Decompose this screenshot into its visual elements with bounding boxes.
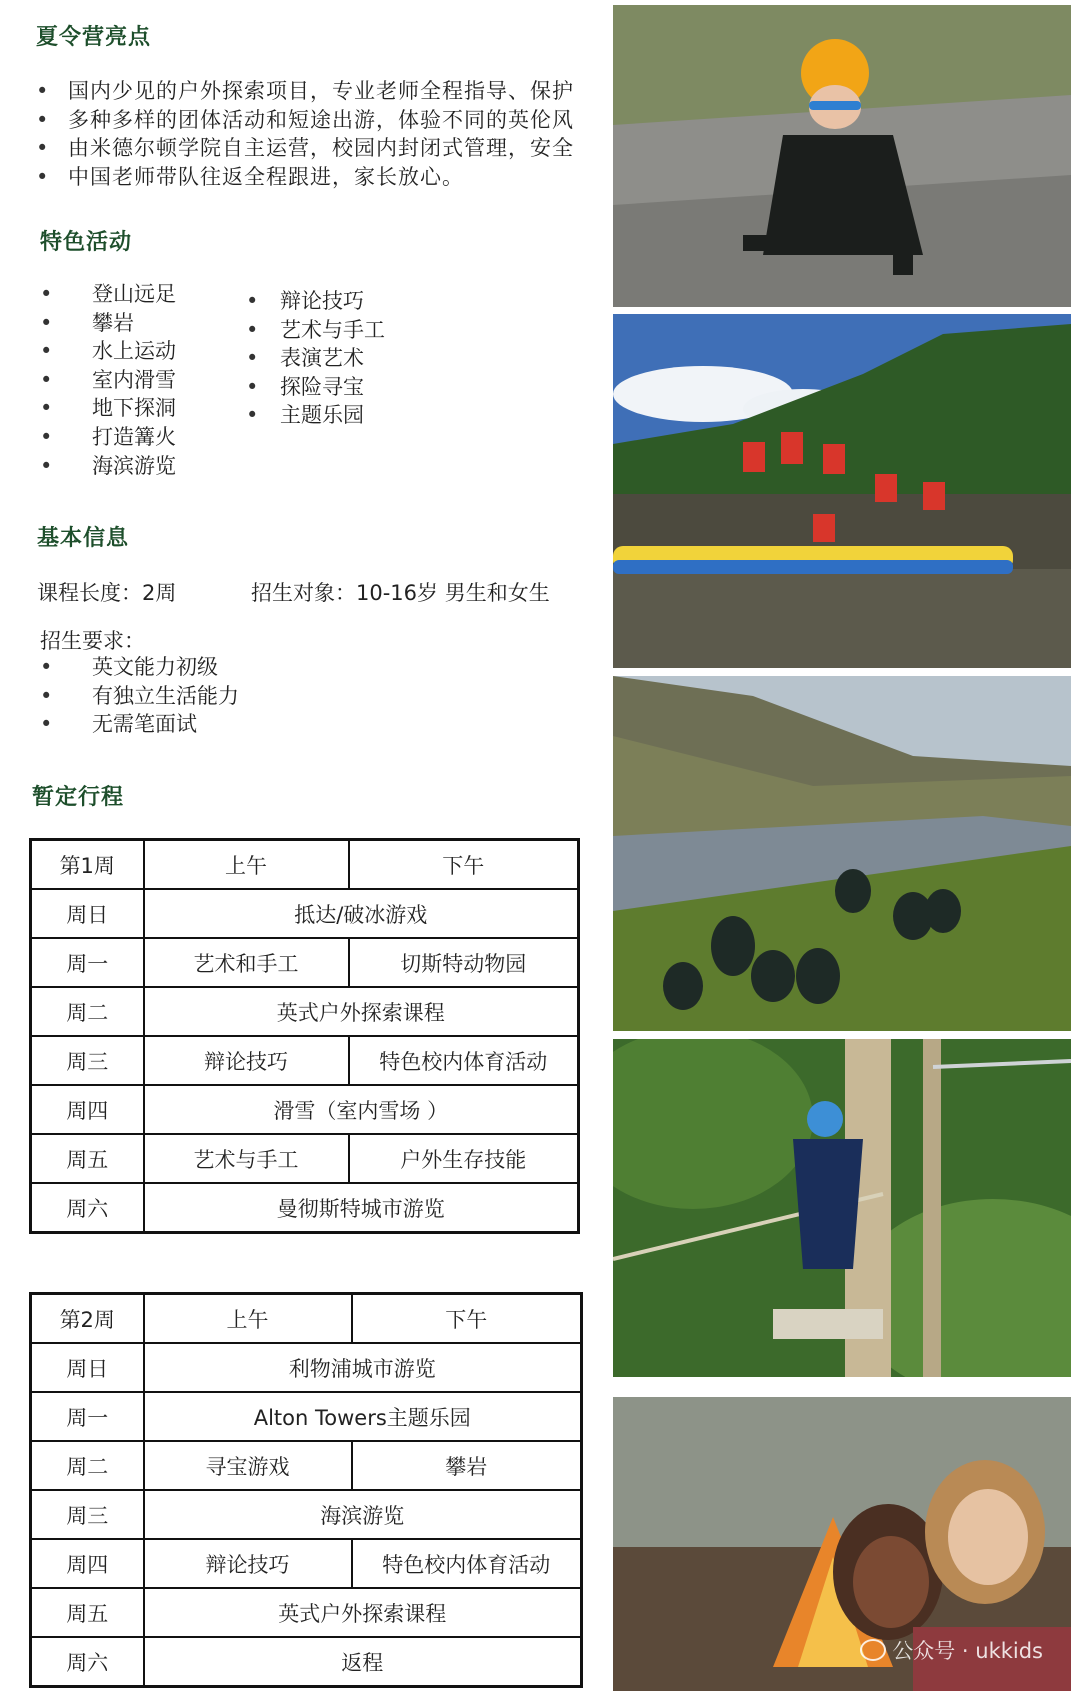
table-header-row: [31, 1294, 582, 1344]
week2-schedule-table: [29, 1292, 583, 1688]
pm-cell: 特色校内体育活动: [352, 1539, 582, 1588]
wechat-icon: [860, 1639, 886, 1661]
wechat-watermark: [860, 1635, 1043, 1665]
day-cell: 周日: [31, 1343, 144, 1392]
activity-cell: 返程: [144, 1637, 582, 1687]
itinerary-heading: 暂定行程: [32, 785, 125, 810]
watermark-text: 公众号 · ukkids: [892, 1639, 1043, 1663]
activity-item: • 辩论技巧: [246, 287, 385, 316]
am-cell: 辩论技巧: [144, 1036, 349, 1085]
activity-item: • 室内滑雪: [40, 366, 176, 395]
am-cell: 艺术与手工: [144, 1134, 349, 1183]
pm-header: 下午: [352, 1294, 582, 1344]
activity-item: • 艺术与手工: [246, 316, 385, 345]
table-row: [31, 1183, 579, 1233]
table-row: [31, 1539, 582, 1588]
day-cell: 周三: [31, 1036, 144, 1085]
pm-header: 下午: [349, 840, 579, 890]
highlight-item: • 由米德尔顿学院自主运营，校园内封闭式管理，安全: [34, 134, 574, 163]
photo-paddleboarding: [613, 314, 1071, 668]
table-row: [31, 1343, 582, 1392]
photo-mountain-lake-hike: [613, 676, 1071, 1031]
am-header: 上午: [144, 1294, 352, 1344]
day-cell: 周六: [31, 1637, 144, 1687]
table-row: [31, 1441, 582, 1490]
pm-cell: 特色校内体育活动: [349, 1036, 579, 1085]
day-cell: 周一: [31, 1392, 144, 1441]
activity-item: • 探险寻宝: [246, 373, 385, 402]
requirements-label: 招生要求：: [40, 629, 145, 653]
day-cell: 周五: [31, 1588, 144, 1637]
requirement-item: • 无需笔面试: [40, 710, 239, 739]
activity-cell: Alton Towers主题乐园: [144, 1392, 582, 1441]
day-cell: 周四: [31, 1085, 144, 1134]
enrollment-target: 招生对象：10-16岁 男生和女生: [251, 581, 550, 605]
requirement-item: • 有独立生活能力: [40, 682, 239, 711]
day-cell: 周四: [31, 1539, 144, 1588]
table-row: [31, 1085, 579, 1134]
am-cell: 辩论技巧: [144, 1539, 352, 1588]
table-row: [31, 1134, 579, 1183]
table-header-row: [31, 840, 579, 890]
activity-cell: 抵达/破冰游戏: [144, 889, 579, 938]
table-row: [31, 987, 579, 1036]
table-row: [31, 1490, 582, 1539]
highlight-item: • 国内少见的户外探索项目，专业老师全程指导、保护: [34, 77, 574, 106]
day-cell: 周日: [31, 889, 144, 938]
table-row: [31, 1392, 582, 1441]
day-cell: 周五: [31, 1134, 144, 1183]
pm-cell: 户外生存技能: [349, 1134, 579, 1183]
photo-high-ropes: [613, 1039, 1071, 1377]
am-header: 上午: [144, 840, 349, 890]
activity-cell: 利物浦城市游览: [144, 1343, 582, 1392]
week-label: 第1周: [31, 840, 144, 890]
requirement-item: • 英文能力初级: [40, 653, 239, 682]
activities-list-col2: [246, 287, 385, 430]
photo-rock-climbing: [613, 5, 1071, 307]
table-row: [31, 1637, 582, 1687]
am-cell: 寻宝游戏: [144, 1441, 352, 1490]
activity-cell: 英式户外探索课程: [144, 987, 579, 1036]
photo-campfire-kids: [613, 1397, 1071, 1691]
activity-item: • 表演艺术: [246, 344, 385, 373]
pm-cell: 攀岩: [352, 1441, 582, 1490]
day-cell: 周一: [31, 938, 144, 987]
activity-cell: 曼彻斯特城市游览: [144, 1183, 579, 1233]
highlights-heading: 夏令营亮点: [36, 25, 152, 50]
week-label: 第2周: [31, 1294, 144, 1344]
table-row: [31, 889, 579, 938]
activity-item: • 登山远足: [40, 280, 176, 309]
course-duration: 课程长度：2周: [37, 581, 177, 605]
pm-cell: 切斯特动物园: [349, 938, 579, 987]
day-cell: 周二: [31, 1441, 144, 1490]
highlight-item: • 中国老师带队往返全程跟进，家长放心。: [34, 163, 574, 192]
day-cell: 周六: [31, 1183, 144, 1233]
activity-item: • 地下探洞: [40, 394, 176, 423]
highlights-list: [34, 77, 574, 191]
activity-item: • 攀岩: [40, 309, 176, 338]
table-row: [31, 938, 579, 987]
day-cell: 周二: [31, 987, 144, 1036]
highlight-item: • 多种多样的团体活动和短途出游，体验不同的英伦风: [34, 106, 574, 135]
week1-schedule-table: [29, 838, 580, 1234]
activities-heading: 特色活动: [40, 230, 133, 255]
activity-item: • 海滨游览: [40, 452, 176, 481]
activity-cell: 滑雪（室内雪场 ）: [144, 1085, 579, 1134]
activity-cell: 海滨游览: [144, 1490, 582, 1539]
table-row: [31, 1036, 579, 1085]
activity-cell: 英式户外探索课程: [144, 1588, 582, 1637]
requirements-list: [40, 653, 239, 739]
activity-item: • 水上运动: [40, 337, 176, 366]
activity-item: • 主题乐园: [246, 401, 385, 430]
basic-info-heading: 基本信息: [37, 526, 130, 551]
activities-list-col1: [40, 280, 176, 480]
am-cell: 艺术和手工: [144, 938, 349, 987]
activity-item: • 打造篝火: [40, 423, 176, 452]
table-row: [31, 1588, 582, 1637]
day-cell: 周三: [31, 1490, 144, 1539]
